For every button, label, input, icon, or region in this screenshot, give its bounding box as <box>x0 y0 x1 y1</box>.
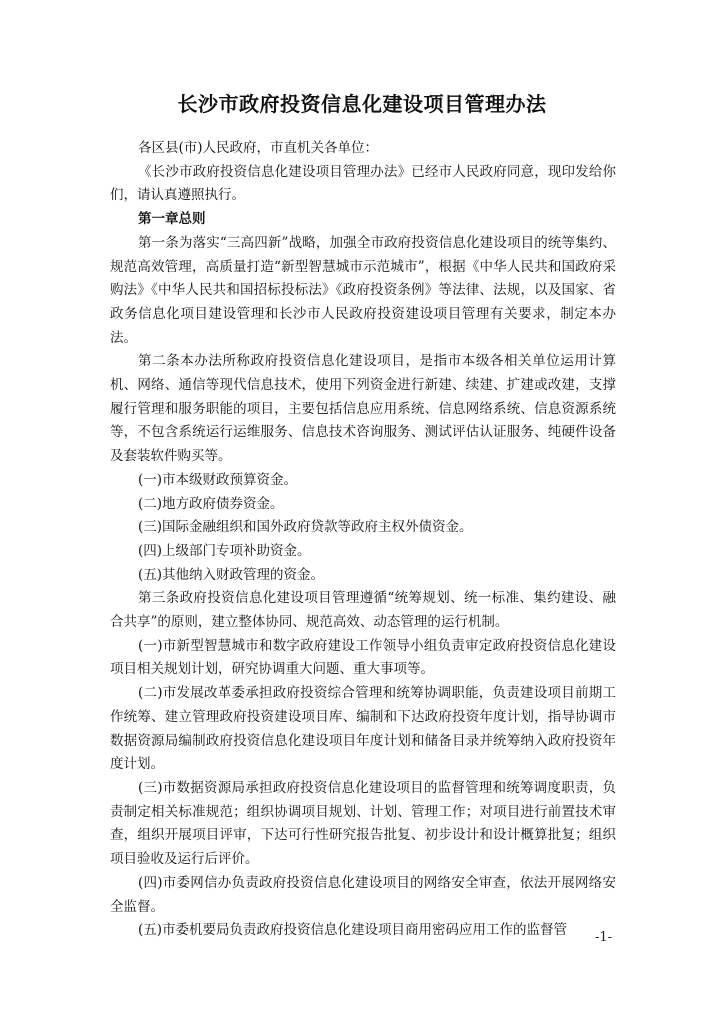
list-item: (五)其他纳入财政管理的资金。 <box>138 566 325 583</box>
page-number: -1- <box>594 930 612 945</box>
chapter-heading: 第一章总则 <box>138 211 206 228</box>
document-title: 长沙市政府投资信息化建设项目管理办法 <box>177 92 547 116</box>
list-item: (一)市新型智慧城市和数字政府建设工作领导小组负责审定政府投资信息化建设项目相关规划计划，研究协调重大问题、重大事项等。 <box>110 637 616 678</box>
article-1: 第一条为落实“三高四新”战略，加强全市政府投资信息化建设项目的统等集约、规范高效管理，高质量打造“新型智慧城市示范城市”，根据《中华人民共和国政府采购法》《中华人民共和国招标投标法》《政府投资条例》等法律、法规，以及国家、省政务信息化项目建设管理和长沙市人民政府投资建设项目管理有关要求，制定本办法。 <box>110 234 616 346</box>
list-item: (二)地方政府债券资金。 <box>138 495 284 512</box>
list-item: (三)市数据资源局承担政府投资信息化建设项目的监督管理和统筹调度职责，负责制定相关标准规范；组织协调项目规划、计划、管理工作；对项目进行前置技术审查，组织开展项目评审，下达可行性研究报告批复、初步设计和设计概算批复；组织项目验收及运行后评价。 <box>110 779 616 868</box>
article-2: 第二条本办法所称政府投资信息化建设项目，是指市本级各相关单位运用计算机、网络、通信等现代信息技术，使用下列资金进行新建、续建、扩建或改建，支撑履行管理和服务职能的项目，主要包括信息应用系统、信息网络系统、信息资源系统等，不包含系统运行运维服务、信息技术咨询服务、测试评估认证服务、纯硬件设备及套装软件购买等。 <box>110 353 616 465</box>
list-item: (一)市本级财政预算资金。 <box>138 471 298 488</box>
paragraph-notice: 《长沙市政府投资信息化建设项目管理办法》已经市人民政府同意，现印发给你们，请认真遵照执行。 <box>110 163 616 204</box>
list-item: (二)市发展改革委承担政府投资综合管理和统筹协调职能，负责建设项目前期工作统筹、建立管理政府投资建设项目库、编制和下达政府投资年度计划，指导协调市数据资源局编制政府投资信息化建设项目年度计划和储备目录并统筹纳入政府投资年度计划。 <box>110 685 616 773</box>
paragraph-salutation: 各区县(市)人民政府，市直机关各单位： <box>138 140 379 156</box>
list-item: (四)上级部门专项补助资金。 <box>138 542 311 559</box>
document-body <box>110 137 616 943</box>
list-item: (三)国际金融组织和国外政府贷款等政府主权外债资金。 <box>138 519 473 536</box>
article-3: 第三条政府投资信息化建设项目管理遵循“统筹规划、统一标准、集约建设、融合共享”的原则，建立整体协同、规范高效、动态管理的运行机制。 <box>110 590 616 631</box>
list-item: (五)市委机要局负责政府投资信息化建设项目商用密码应用工作的监督管 <box>138 922 568 939</box>
list-item: (四)市委网信办负责政府投资信息化建设项目的网络安全审查，依法开展网络安全监督。 <box>110 874 616 915</box>
